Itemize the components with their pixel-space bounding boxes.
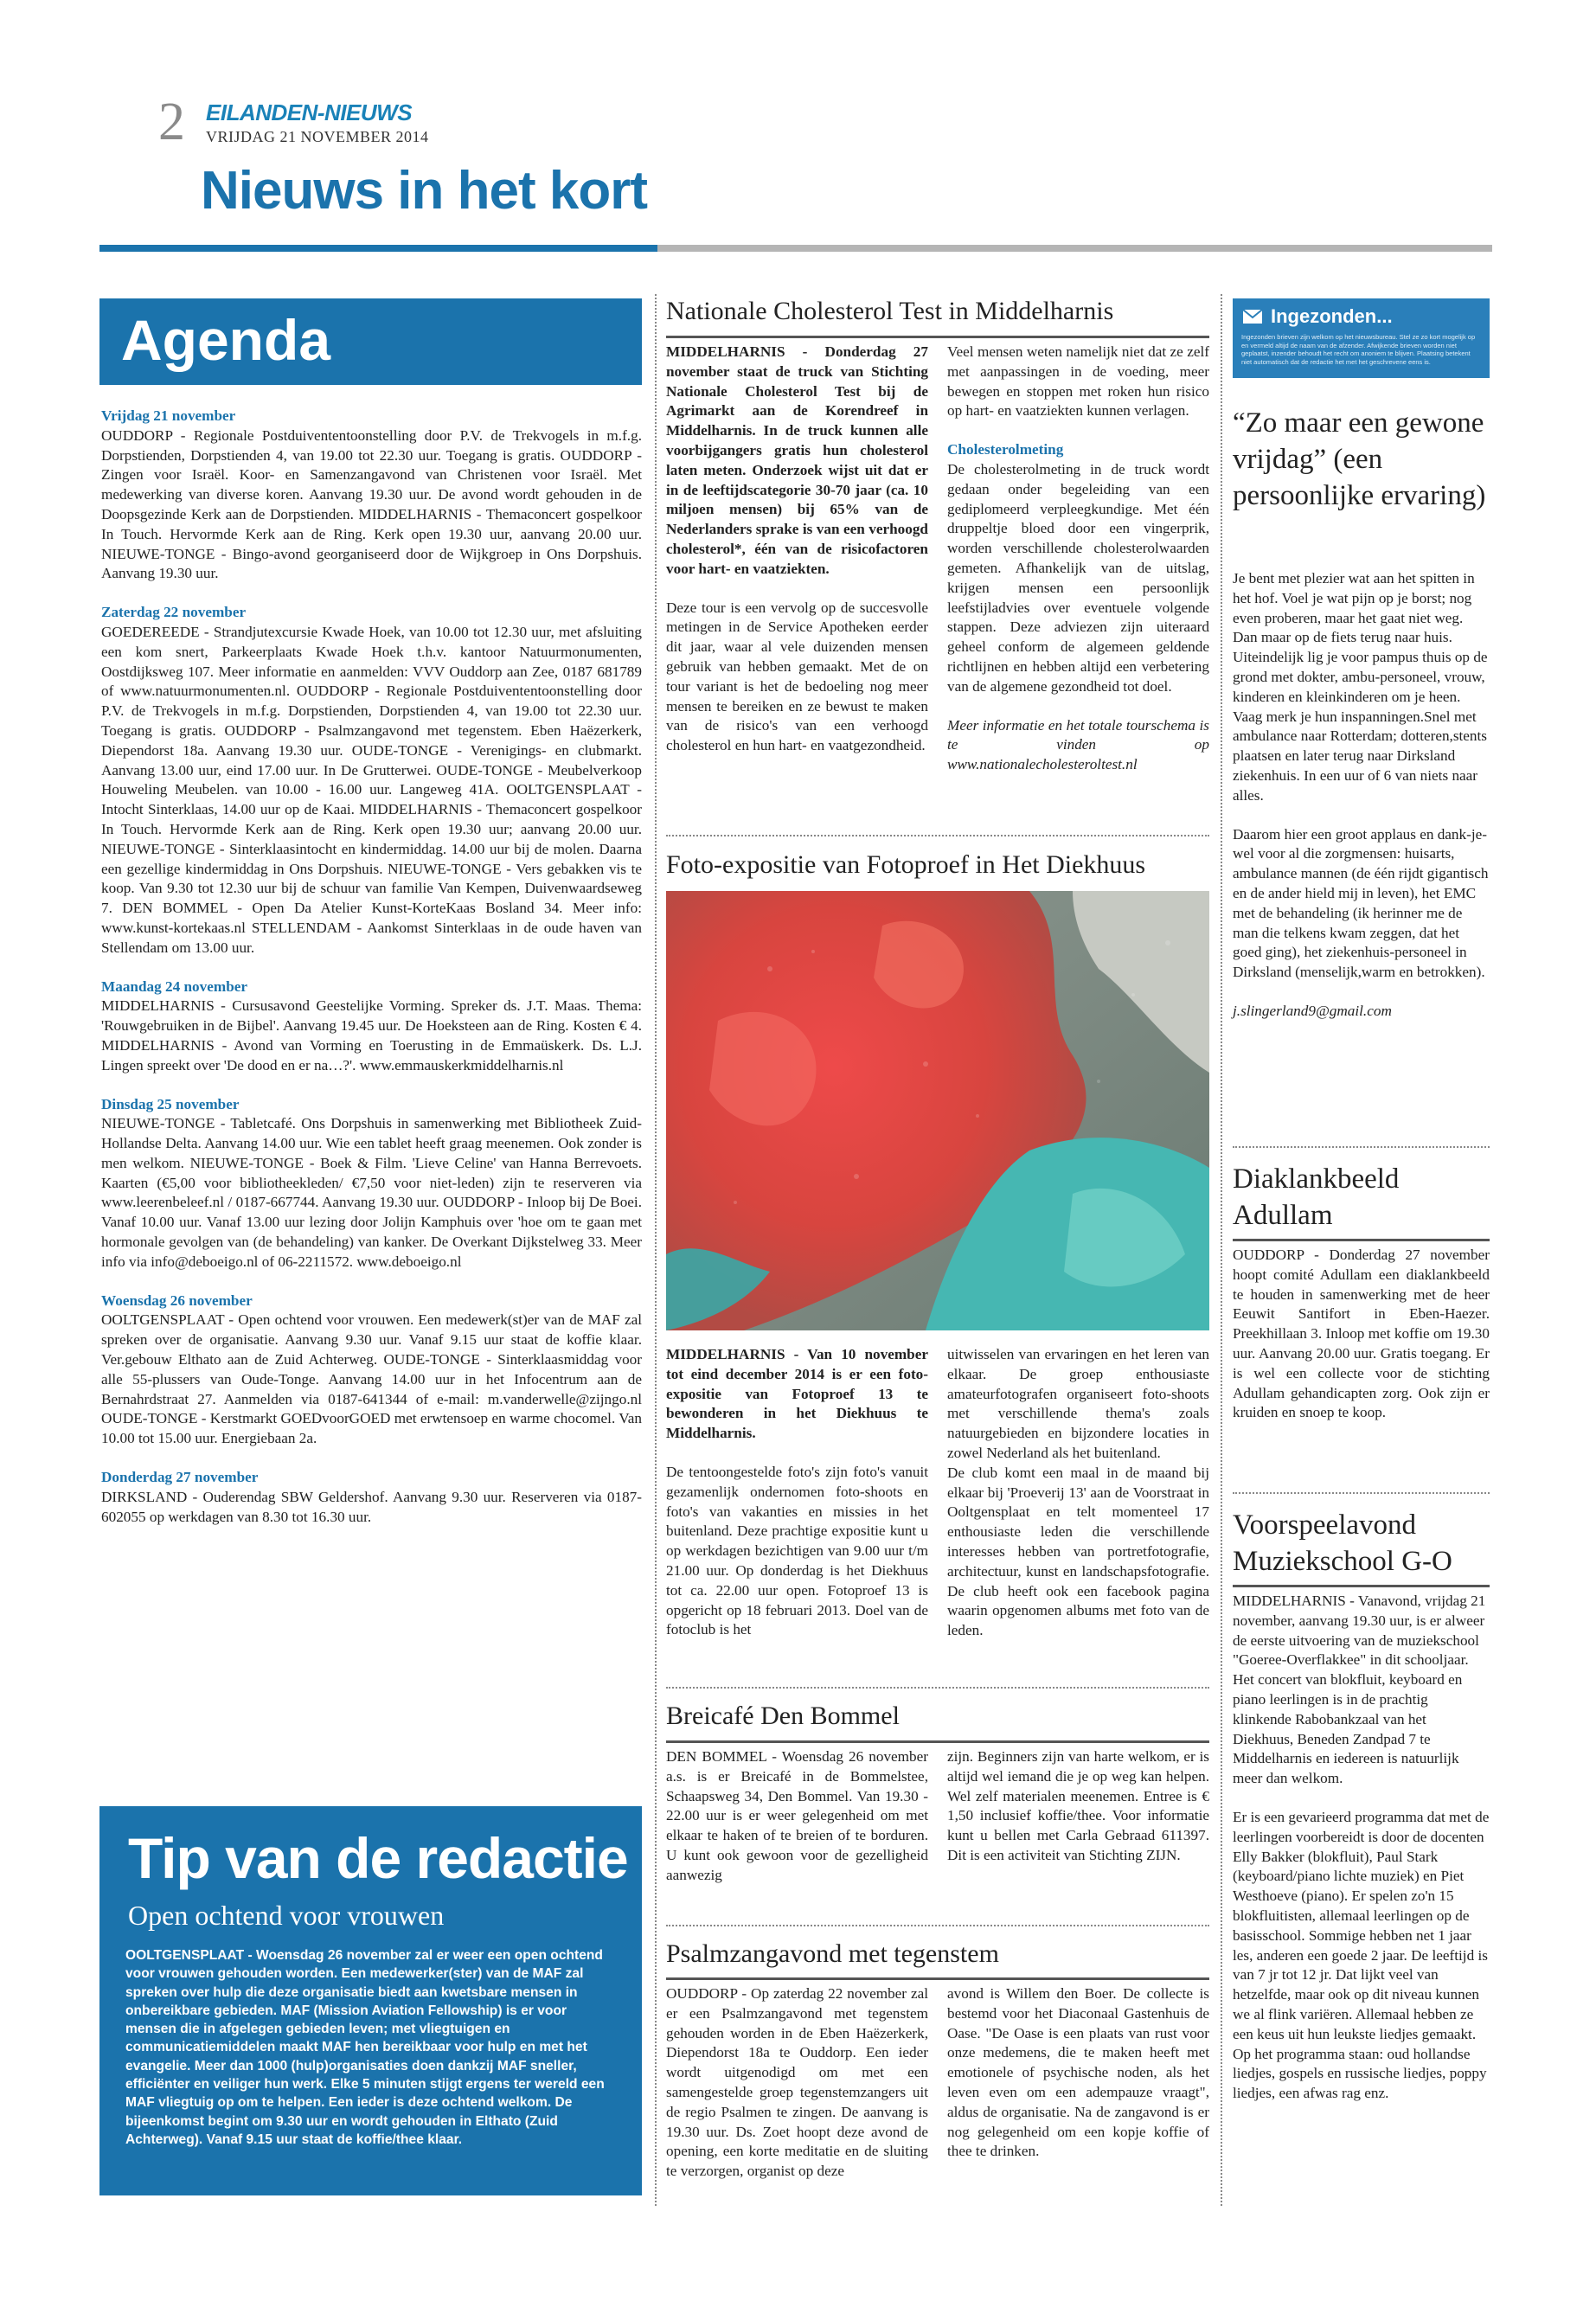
article-paragraph: OUDDORP - Op zaterdag 22 november zal er een Psalmzangavond met tegenstem gehouden worden in de Eben Haëzerkerk, Diependorst 18a te Ouddorp. Een ieder wordt uitgenodigd om met een samengestelde groep tegenstemzangers uit de regio Psalmen te zingen. De aanvang is 19.30 uur. Ds. Zoet hoopt deze avond de opening, een korte meditatie en de sluiting te verzorgen, organist op deze xyxy=(666,1985,928,2180)
column-divider xyxy=(655,294,657,2206)
article-column xyxy=(947,1747,1209,1866)
agenda-entry: OOLTGENSPLAAT - Open ochtend voor vrouwen. Een medewerk(st)er van de MAF zal spreken over de organisatie. Aanvang 9.30 uur. Vanaf 9.15 uur staat de koffie klaar. Ver.gebouw Elthato aan de Zuid Achterweg. OUDE-TONGE - Sinterklaasmiddag voor alle 55-plussers van Oude-Tonge. Aanvang 14.00 uur in het Infocentrum aan de Bernahrdstraat 27. Aanmelden via 0187-641344 of e-mail: m.vanderwelle@zijngo.nl OUDE-TONGE - Kerstmarkt GOEDvoorGOED met erwtensoep en warme chocomel. Van 10.00 tot 15.00 uur. Energiebaan 2a. xyxy=(101,1311,642,1447)
agenda-day: Zaterdag 22 november xyxy=(101,604,247,621)
article-lead: MIDDELHARNIS - Donderdag 27 november staat de truck van Stichting Nationale Cholesterol Test bij de Agrimarkt aan de Korendreef in Middelharnis. In de truck kunnen alle voorbijgangers gratis hun cholesterol laten meten. Onderzoek wijst uit dat er in de leeftijdscategorie 30-70 jaar (ca. 10 miljoen mensen) bij 65% van de Nederlanders sprake is van een verhoogd cholesterol*, één van de risicofactoren voor hart- en vaatziekten. xyxy=(666,343,928,577)
agenda-title: Agenda xyxy=(121,308,331,372)
agenda-entry: MIDDELHARNIS - Cursusavond Geestelijke Vorming. Spreker ds. J.T. Maas. Thema: 'Rouwgebruiken in de Bijbel'. Aanvang 19.45 uur. De Hoeksteen aan de Ring. Kosten € 4. MIDDELHARNIS - Avond van Vorming en Toerusting in de Emmaüskerk. Ds. L.J. Lingen spreekt over 'De dood en er na…?'. www.emmauskerkmiddelharnis.nl xyxy=(101,997,642,1074)
article-paragraph: Meer informatie en het totale tourschema is te vinden op www.nationalecholesteroltest.nl xyxy=(947,716,1209,773)
letter-paragraph: Je bent met plezier wat aan het spitten in het hof. Voel je wat pijn op je borst; nog even proberen, maar het gaat niet weg. Dan maar op de fiets terug naar huis. xyxy=(1233,570,1475,646)
article-paragraph: De club komt een maal in de maand bij elkaar bij 'Proeverij 13' aan de Voorstraat in Ooltgensplaat en telt momenteel 17 enthousiaste leden die verschillende interesses hebben van portretfotografie, architectuur, kunst en landschapsfotografie. De club heeft ook een facebook pagina waarin opgenomen albums met foto van de leden. xyxy=(947,1464,1209,1639)
article-divider xyxy=(666,1925,1209,1926)
article-column xyxy=(666,343,928,756)
agenda-entry: DIRKSLAND - Ouderendag SBW Geldershof. Aanvang 9.30 uur. Reserveren via 0187-602055 op werkdagen van 8.30 tot 16.30 uur. xyxy=(101,1488,642,1525)
tip-body: OOLTGENSPLAAT - Woensdag 26 november zal er weer een open ochtend voor vrouwen gehouden worden. Een medewerker(ster) van de MAF zal spreken over hulp die deze organisatie biedt aan kwetsbare mensen in onbereikbare gebieden. MAF (Mission Aviation Fellowship) is er voor mensen die in afgelegen gebieden leven; met vliegtuigen en communicatiemiddelen maakt MAF hen bereikbaar voor hulp en met het evangelie. Meer dan 1000 (hulp)organisaties doen dankzij MAF sneller, efficiënter en veiliger hun werk. Elke 5 minuten stijgt ergens ter wereld een MAF vliegtuig op om te helpen. Een ieder is deze ochtend welkom. De bijeenkomst begint om 9.30 uur en wordt gehouden in Elthato (Zuid Achterweg). Vanaf 9.15 uur staat de koffie/thee klaar. xyxy=(125,1948,605,2147)
header-rule-blue xyxy=(99,245,657,252)
page-number: 2 xyxy=(158,93,185,151)
article-column xyxy=(947,1984,1209,2162)
article-paragraph: De tentoongestelde foto's zijn foto's vanuit gezamenlijk ondernomen foto-shoots en foto's van vakanties en missies in het buitenland. Deze prachtige expositie kunt u op werkdagen bezichtigen van 9.00 uur t/m 21.00 uur. Op donderdag is het Diekhuus tot ca. 22.00 uur open. Fotoproef 13 is opgericht op 18 februari 2013. Doel van de fotoclub is het xyxy=(666,1463,928,1638)
agenda-list xyxy=(101,407,642,1527)
ingezonden-note: Ingezonden brieven zijn welkom op het nieuwsbureau. Stel ze zo kort mogelijk op en vermeld altijd de naam van de afzender. Afwijkende brieven worden niet geplaatst, inzender behoudt het recht om anoniem te blijven. Plaatsing betekent niet automatisch dat de redactie het met het geschrevene eens is. xyxy=(1241,333,1476,366)
article-title: Diaklankbeeld Adullam xyxy=(1233,1163,1400,1231)
article-column xyxy=(1233,1592,1490,2104)
agenda-header xyxy=(99,298,642,385)
article-paragraph: Deze tour is een vervolg op de succesvolle metingen in de Service Apotheken eerder dit jaar, waar al vele duizenden mensen gebruik van hebben gemaakt. Met de on tour variant is het de bedoeling nog meer mensen te bereiken en ze bewust te maken van de risico's van een verhoogd cholesterol en hun hart- en vaatgezondheid. xyxy=(666,599,928,754)
tip-title: Tip van de redactie xyxy=(128,1826,628,1890)
agenda-day: Dinsdag 25 november xyxy=(101,1095,240,1112)
letter-title: “Zo maar een gewone vrijdag” (een persoonlijke ervaring) xyxy=(1233,407,1486,511)
article-rule xyxy=(666,1977,1209,1980)
article-column xyxy=(666,1984,928,2182)
article-title: Foto-expositie van Fotoproef in Het Diekhuus xyxy=(666,850,1146,879)
article-column xyxy=(1233,1246,1490,1423)
article-paragraph: uitwisselen van ervaringen en het leren van elkaar. De groep enthousiaste amateurfotografen organiseert foto-shoots met verschillende thema's zoals natuurgebieden en bijzondere locaties in zowel Nederland als het buitenland. xyxy=(947,1346,1209,1461)
letter-paragraph: Uiteindelijk lig je voor pampus thuis op de grond met dokter, ambu-personeel, vrouw, kinderen en kleinkinderen om je heen. Vaag merk je hun inspanningen.Snel met ambulance naar Rotterdam; dotteren,stents plaatsen en later terug naar Dirksland ziekenhuis. In een uur of 6 van niets naar alles. xyxy=(1233,649,1488,804)
agenda-day: Vrijdag 21 november xyxy=(101,407,236,424)
agenda-day: Donderdag 27 november xyxy=(101,1469,259,1486)
article-divider xyxy=(1233,1146,1490,1148)
article-rule xyxy=(1233,1239,1490,1241)
letter-paragraph: Daarom hier een groot applaus en dank-je-wel voor al die zorgmensen: huisarts, ambulance mannen (de één rijdt gigantisch en de ander hield mij in leven), het EMC met de behandeling (ik herinner me de man die telkens kwam zeggen, dat het goed ging), het ziekenhuis-personeel in Dirksland (menselijk,warm en betrokken). xyxy=(1233,825,1489,981)
article-title: Breicafé Den Bommel xyxy=(666,1702,900,1730)
article-paragraph: MIDDELHARNIS - Vanavond, vrijdag 21 november, aanvang 19.30 uur, is er alweer de eerste uitvoering van de muziekschool "Goeree-Overflakkee" in dit schooljaar. Het concert van blokfluit, keyboard en piano leerlingen is in de prachtig klinkende Rabobankzaal van het Diekhuus, Beneden Zandpad 7 te Middelharnis en iedereen is natuurlijk meer dan welkom. xyxy=(1233,1593,1486,1787)
article-column xyxy=(947,343,1209,775)
section-title: Nieuws in het kort xyxy=(201,161,647,221)
envelope-icon xyxy=(1241,305,1264,328)
issue-date: VRIJDAG 21 NOVEMBER 2014 xyxy=(206,128,429,145)
article-paragraph: zijn. Beginners zijn van harte welkom, er is altijd wel iemand die je op weg kan helpen. Wel zelf materialen meenemen. Entree is € 1,50 inclusief koffie/thee. Voor informatie kunt u bellen met Carla Gebraad 611397. Dit is een activiteit van Stichting ZIJN. xyxy=(947,1748,1209,1863)
agenda-entry: GOEDEREEDE - Strandjutexcursie Kwade Hoek, van 10.00 tot 12.30 uur, met afsluiting een kom snert, Parkeerplaats Kwade Hoek t.h.v. kantoor Natuurmonumenten, Oostdijksweg 107. Meer informatie en aanmelden: VVV Ouddorp aan Zee, 0187 681789 of www.natuurmonumenten.nl. OUDDORP - Regionale Postduivententoonstelling door P.V. de Trekvogels in m.f.g. Dorpstienden, Dorpstienden 4, van 19.00 tot 22.30 uur. Toegang is gratis. OUDDORP - Psalmzangavond met tegenstem. Eben Haëzerkerk, Diependorst 18a. Aanvang 19.30 uur. OUDE-TONGE - Verenigings- en clubmarkt. Aanvang 13.00 uur, eind 17.00 uur. In De Grutterwei. OUDE-TONGE - Meubelverkoop Houweling Meubelen. van 10.00 - 16.00 uur. Langeweg 41A. OOLTGENSPLAAT - Intocht Sinterklaas, 14.00 uur op de Kaai. MIDDELHARNIS - Themaconcert gospelkoor In Touch. Hervormde Kerk aan de Ring. Kerk open 19.30 uur; aanvang 20.00 uur. NIEUWE-TONGE - Sinterklaasintocht en kindermiddag. 14.00 uur bij de molen. Daarna een gezellige kindermiddag in Ons Dorpshuis. NIEUWE-TONGE - Vers gebakken vis te koop. Van 9.30 tot 12.30 uur bij de schuur van familie Van Kempen, Duivenwaardseweg 7. DEN BOMMEL - Open Da Atelier Kunst-KorteKaas Bosland 34. Meer info: www.kunst-kortekaas.nl STELLENDAM - Aankomst Sinterklaas in de oude haven van Stellendam om 13.00 uur. xyxy=(101,623,642,956)
article-divider xyxy=(666,1687,1209,1689)
ingezonden-label: Ingezonden... xyxy=(1271,305,1393,327)
article-column xyxy=(666,1747,928,1886)
masthead-logo: EILANDEN-NIEUWS xyxy=(206,99,413,125)
column-divider xyxy=(1221,294,1222,2206)
agenda-entry: NIEUWE-TONGE - Tabletcafé. Ons Dorpshuis in samenwerking met Bibliotheek Zuid-Hollandse Delta. Aanvang 14.00 uur. Wie een tablet heeft graag meenemen. Ook zonder is men welkom. NIEUWE-TONGE - Boek & Film. 'Lieve Celine' van Hanna Berrevoets. Kaarten (€5,00 voor bibliotheekleden/ €7,50 voor niet-leden) zijn te reserveren via www.leerenbeleef.nl / 0187-667744. Aanvang 19.30 uur. OUDDORP - Inloop bij De Boei. Vanaf 10.00 uur. Vanaf 13.00 uur lezing door Jolijn Kamphuis over 'hoe om te gaan met hormonale gevolgen van (de behandeling) van kanker. De Overkant Dijkstelweg 33. Meer info via info@deboeigo.nl of 06-2211572. www.deboeigo.nl xyxy=(101,1115,642,1270)
agenda-entry: OUDDORP - Regionale Postduivententoonstelling door P.V. de Trekvogels in m.f.g. Dorpstienden, Dorpstienden 4, van 19.00 tot 22.30 uur. Toegang is gratis. OUDDORP - Zingen voor Israël. Koor- en Samenzangavond van Christenen voor Israël. Met medewerking van diverse koren. Aanvang 19.30 uur. De avond wordt gehouden in de Doopsgezinde Kerk aan de Dorpstienden. MIDDELHARNIS - Themaconcert gospelkoor In Touch. Hervormde Kerk aan de Ring. Kerk open 19.30 uur, aanvang 20.00 uur. NIEUWE-TONGE - Bingo-avond georganiseerd door de Wijkgroep in Ons Dorpshuis. Aanvang 19.30 uur. xyxy=(101,426,642,582)
article-paragraph: avond is Willem den Boer. De collecte is bestemd voor het Diaconaal Gastenhuis de Oase. "De Oase is een plaats van rust voor onze medemens, die te maken heeft met emotionele of psychische noden, als het leven even om een adempauze vraagt", aldus de organisatie. Na de zangavond is er nog gelegenheid om een kopje koffie of thee te drinken. xyxy=(947,1985,1209,2160)
article-rule xyxy=(666,336,1209,338)
letter-signature: j.slingerland9@gmail.com xyxy=(1233,1002,1392,1019)
ingezonden-banner xyxy=(1233,298,1490,378)
article-rule xyxy=(666,1740,1209,1743)
header-rule-gray xyxy=(657,245,1492,252)
article-paragraph: DEN BOMMEL - Woensdag 26 november a.s. is er Breicafé in de Bommelstee, Schaapsweg 34, Den Bommel. Van 19.30 - 22.00 uur is er weer gelegenheid om met elkaar te haken of te breien of te borduren. U kunt ook gewoon voor de gezelligheid aanwezig xyxy=(666,1748,928,1883)
article-subhead: Cholesterolmeting xyxy=(947,441,1064,458)
article-rule xyxy=(1233,1585,1490,1587)
exhibition-photo xyxy=(666,891,1209,1330)
article-divider xyxy=(666,835,1209,836)
tip-box xyxy=(99,1806,642,2195)
article-column xyxy=(947,1345,1209,1641)
article-lead: MIDDELHARNIS - Van 10 november tot eind december 2014 is er een foto-expositie van Fotoproef 13 te bewonderen in het Diekhuus te Middelharnis. xyxy=(666,1346,928,1442)
article-divider xyxy=(1233,1492,1490,1494)
article-paragraph: OUDDORP - Donderdag 27 november hoopt comité Adullam een diaklankbeeld te houden in samenwerking met de heer Eeuwit Santifort in Eben-Haezer. Preekhillaan 3. Inloop met koffie om 19.30 uur. Aanvang 20.00 uur. Gratis toegang. Er is wel een collecte voor de stichting Adullam gehandicapten zorg. Ook zijn er kruiden en snoep te koop. xyxy=(1233,1247,1490,1421)
letter-body xyxy=(1233,569,1490,1022)
article-title: Psalmzangavond met tegenstem xyxy=(666,1939,999,1968)
agenda-day: Woensdag 26 november xyxy=(101,1292,253,1309)
article-paragraph: Veel mensen weten namelijk niet dat ze zelf met aanpassingen in de voeding, meer bewegen en stoppen met roken hun risico op hart- en vaatziekten kunnen verlagen. xyxy=(947,343,1209,420)
article-column xyxy=(666,1345,928,1640)
agenda-day: Maandag 24 november xyxy=(101,977,248,995)
article-title: Voorspeelavond Muziekschool G-O xyxy=(1233,1509,1452,1577)
article-title: Nationale Cholesterol Test in Middelharnis xyxy=(666,297,1114,325)
article-paragraph: De cholesterolmeting in de truck wordt gedaan onder begeleiding van een gediplomeerd verpleegkundige. Met één druppeltje bloed door een vingerprik, worden verschillende cholesterolwaarden gemeten. Afhankelijk van de uitslag, krijgen mensen een persoonlijk leefstijladvies over eventuele volgende stappen. Deze adviezen zijn uiteraard geheel conform de algemeen geldende richtlijnen en hebben altijd een verbetering van de algemene gezondheid tot doel. xyxy=(947,460,1209,695)
tip-subtitle: Open ochtend voor vrouwen xyxy=(128,1900,445,1931)
article-paragraph: Er is een gevarieerd programma dat met de leerlingen voorbereidt is door de docenten Elly Bakker (blokfluit), Paul Stark (keyboard/piano lichte muziek) en Piet Westhoeve (piano). Er spelen zo'n 15 blokfluitisten, allemaal leerlingen op de basisschool. Sommige hebben net 1 jaar les, anderen een goede 2 jaar. De leeftijd is van 7 jr tot 12 jr. Dat lijkt veel van hetzelfde, maar ook op dit niveau kunnen we al flink variëren. Allemaal hebben ze een keus uit hun leukste liedjes gemaakt. Op het programma staan: oud hollandse liedjes, gospels en russische liedjes, poppy liedjes, een afwas rag enz. xyxy=(1233,1808,1490,2102)
